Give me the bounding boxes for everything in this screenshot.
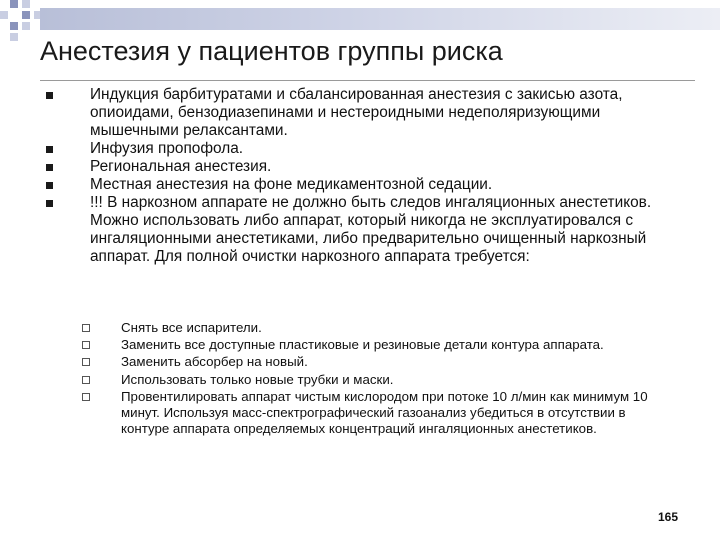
header-gradient-bar	[40, 8, 720, 30]
hollow-square-bullet-icon	[82, 376, 90, 384]
bullet-list	[44, 86, 689, 266]
sub-list-item	[80, 320, 670, 336]
sub-list-item	[80, 372, 670, 388]
sub-list-item-text: Заменить все доступные пластиковые и резиновые детали контура аппарата.	[121, 337, 604, 353]
sub-bullet-list	[80, 320, 670, 438]
sub-list-item-text: Использовать только новые трубки и маски.	[121, 371, 394, 387]
sub-list-item-text: Провентилировать аппарат чистым кислородом при потоке 10 л/мин как минимум 10 минут. Используя масс-спектрографический газоанализ убедиться в отсутствии в контуре аппарата определяемых концентраций ингаляционных анестетиков.	[121, 388, 648, 437]
page-title: Анестезия у пациентов группы риска	[40, 36, 503, 66]
hollow-square-bullet-icon	[82, 393, 90, 401]
square-bullet-icon	[46, 182, 53, 189]
hollow-square-bullet-icon	[82, 358, 90, 366]
sub-list-item	[80, 389, 670, 438]
list-item	[44, 86, 689, 140]
square-bullet-icon	[46, 164, 53, 171]
list-item-text: Региональная анестезия.	[90, 158, 272, 175]
list-item-text: Местная анестезия на фоне медикаментозной седации.	[90, 176, 493, 193]
sub-list-item-text: Заменить абсорбер на новый.	[121, 354, 308, 370]
square-bullet-icon	[46, 146, 53, 153]
title-divider	[40, 80, 695, 81]
square-bullet-icon	[46, 92, 53, 99]
list-item-text: Инфузия пропофола.	[90, 140, 244, 157]
list-item-text: !!! В наркозном аппарате не должно быть следов ингаляционных анестетиков. Можно использовать либо аппарат, который никогда не эксплуатировался с ингаляционными анестетиками, либо предварительно очищенный наркозный аппарат. Для полной очистки наркозного аппарата требуется:	[90, 194, 652, 265]
sub-list-item	[80, 354, 670, 370]
list-item	[44, 176, 689, 194]
list-item-text: Индукция барбитуратами и сбалансированная анестезия с закисью азота, опиоидами, бензодиазепинами и нестероидными недеполяризующими мышечными релаксантами.	[90, 86, 623, 139]
list-item	[44, 194, 689, 266]
list-item	[44, 158, 689, 176]
square-bullet-icon	[46, 200, 53, 207]
page-number: 165	[657, 510, 678, 524]
list-item	[44, 140, 689, 158]
hollow-square-bullet-icon	[82, 324, 90, 332]
hollow-square-bullet-icon	[82, 341, 90, 349]
sub-list-item	[80, 337, 670, 353]
sub-list-item-text: Снять все испарители.	[121, 320, 262, 335]
